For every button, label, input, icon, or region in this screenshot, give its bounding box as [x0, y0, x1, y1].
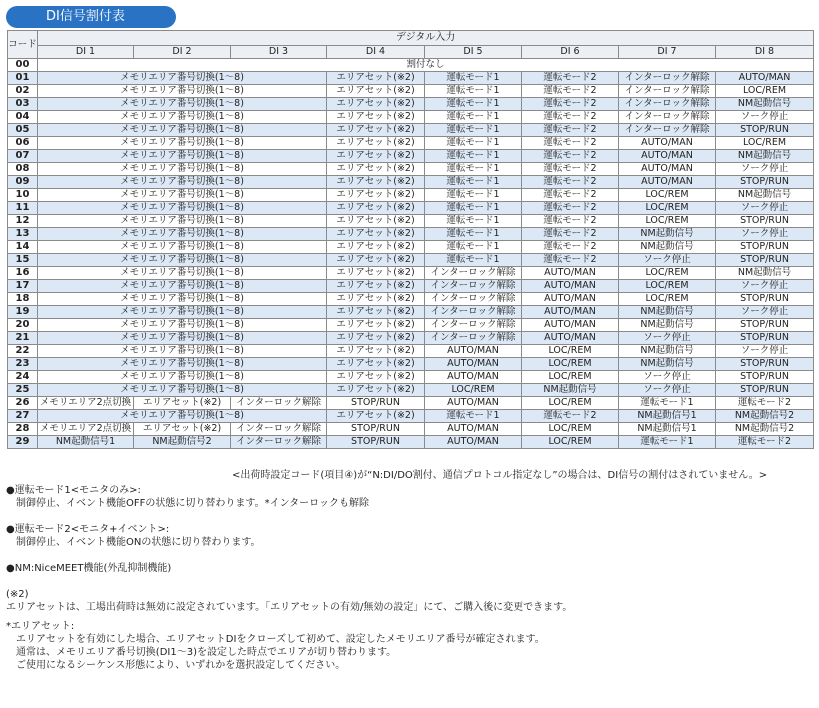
table-row [8, 163, 814, 176]
table-cell: 運転モード2 [522, 241, 619, 254]
table-cell: エリアセット(※2) [327, 72, 425, 85]
table-cell: AUTO/MAN [522, 319, 619, 332]
row-code: 03 [8, 98, 38, 111]
table-cell: インターロック解除 [231, 436, 327, 449]
table-cell: 運転モード1 [425, 241, 522, 254]
table-cell: インターロック解除 [425, 306, 522, 319]
table-cell: AUTO/MAN [522, 280, 619, 293]
table-cell: エリアセット(※2) [327, 111, 425, 124]
table-cell: メモリエリア番号切換(1〜8) [38, 319, 327, 332]
row-code: 28 [8, 423, 38, 436]
table-cell: 運転モード1 [425, 150, 522, 163]
table-cell: AUTO/MAN [522, 306, 619, 319]
table-cell: NM起動信号 [716, 267, 814, 280]
table-cell: メモリエリア番号切換(1〜8) [38, 98, 327, 111]
table-cell: エリアセット(※2) [327, 280, 425, 293]
table-cell: LOC/REM [619, 280, 716, 293]
table-cell: 運転モード1 [425, 215, 522, 228]
table-cell: AUTO/MAN [619, 137, 716, 150]
table-cell: LOC/REM [522, 436, 619, 449]
table-cell: STOP/RUN [716, 319, 814, 332]
table-cell: メモリエリア番号切換(1〜8) [38, 163, 327, 176]
table-cell: メモリエリア番号切換(1〜8) [38, 293, 327, 306]
table-cell: 運転モード2 [522, 202, 619, 215]
table-cell: メモリエリア2点切換 [38, 423, 134, 436]
table-cell: NM起動信号 [619, 358, 716, 371]
di-assignment-table [7, 30, 814, 449]
table-cell: 運転モード2 [522, 410, 619, 423]
table-cell: メモリエリア2点切換 [38, 397, 134, 410]
table-cell: 運転モード1 [425, 228, 522, 241]
table-cell: 運転モード2 [522, 98, 619, 111]
table-cell: LOC/REM [522, 358, 619, 371]
table-row [8, 423, 814, 436]
table-cell: 運転モード1 [425, 137, 522, 150]
table-cell: AUTO/MAN [425, 436, 522, 449]
table-row [8, 85, 814, 98]
mode1-text: 制御停止、イベント機能OFFの状態に切り替わります。*インターロックも解除 [16, 498, 369, 509]
note2-title: (※2) [6, 589, 29, 600]
row-code: 05 [8, 124, 38, 137]
row-code: 12 [8, 215, 38, 228]
table-cell: STOP/RUN [716, 293, 814, 306]
table-cell: インターロック解除 [425, 332, 522, 345]
table-cell: メモリエリア番号切換(1〜8) [38, 85, 327, 98]
table-cell: エリアセット(※2) [327, 98, 425, 111]
row-code: 27 [8, 410, 38, 423]
area-set-line-1: エリアセットを有効にした場合、エリアセットDIをクローズして初めて、設定したメモリエリア番号が確定されます。 [16, 634, 545, 645]
footnote: <出荷時設定コード(項目④)が“N:DI/DO割付、通信プロトコル指定なし”の場合は、DI信号の割付はされていません。> [232, 470, 768, 481]
table-cell: AUTO/MAN [619, 163, 716, 176]
table-cell: メモリエリア番号切換(1〜8) [38, 371, 327, 384]
table-cell: STOP/RUN [716, 215, 814, 228]
table-cell: エリアセット(※2) [327, 124, 425, 137]
di3-header: DI 3 [231, 46, 327, 59]
table-cell: LOC/REM [619, 189, 716, 202]
row-code: 29 [8, 436, 38, 449]
table-cell: 運転モード1 [619, 397, 716, 410]
table-cell: ソーク停止 [619, 384, 716, 397]
table-cell: 運転モード2 [522, 124, 619, 137]
table-cell: エリアセット(※2) [327, 293, 425, 306]
table-row [8, 267, 814, 280]
table-cell: インターロック解除 [619, 124, 716, 137]
table-cell: エリアセット(※2) [327, 228, 425, 241]
table-row [8, 176, 814, 189]
row-code: 14 [8, 241, 38, 254]
table-row [8, 215, 814, 228]
row-code: 18 [8, 293, 38, 306]
di1-header: DI 1 [38, 46, 134, 59]
table-cell: STOP/RUN [716, 332, 814, 345]
table-cell: 運転モード1 [425, 111, 522, 124]
table-cell: エリアセット(※2) [327, 189, 425, 202]
table-cell: メモリエリア番号切換(1〜8) [38, 345, 327, 358]
table-cell: STOP/RUN [716, 124, 814, 137]
table-cell: エリアセット(※2) [327, 176, 425, 189]
table-cell: LOC/REM [522, 397, 619, 410]
row-code: 07 [8, 150, 38, 163]
table-cell: 運転モード2 [522, 72, 619, 85]
table-cell: メモリエリア番号切換(1〜8) [38, 150, 327, 163]
table-cell: 運転モード2 [522, 228, 619, 241]
table-cell: 運転モード2 [522, 189, 619, 202]
table-row [8, 241, 814, 254]
table-cell: LOC/REM [716, 137, 814, 150]
table-cell: 運転モード1 [425, 163, 522, 176]
table-cell: メモリエリア番号切換(1〜8) [38, 176, 327, 189]
row-code: 15 [8, 254, 38, 267]
table-cell: エリアセット(※2) [327, 306, 425, 319]
di8-header: DI 8 [716, 46, 814, 59]
table-cell: メモリエリア番号切換(1〜8) [38, 189, 327, 202]
table-row [8, 319, 814, 332]
table-cell: 運転モード2 [716, 436, 814, 449]
table-cell: STOP/RUN [327, 397, 425, 410]
table-cell: NM起動信号 [619, 345, 716, 358]
table-cell: NM起動信号2 [716, 423, 814, 436]
mode2-text: 制御停止、イベント機能ONの状態に切り替わります。 [16, 537, 261, 548]
table-row [8, 124, 814, 137]
table-cell: 運転モード1 [619, 436, 716, 449]
table-cell: NM起動信号 [716, 189, 814, 202]
table-cell: STOP/RUN [716, 176, 814, 189]
row-code: 00 [8, 59, 38, 72]
table-cell: 運転モード2 [522, 85, 619, 98]
table-cell: ソーク停止 [619, 371, 716, 384]
table-cell: エリアセット(※2) [134, 397, 231, 410]
table-cell: エリアセット(※2) [327, 215, 425, 228]
table-cell: ソーク停止 [619, 254, 716, 267]
table-cell: 運転モード1 [425, 189, 522, 202]
di6-header: DI 6 [522, 46, 619, 59]
table-cell: インターロック解除 [619, 98, 716, 111]
table-cell: NM起動信号1 [619, 410, 716, 423]
row-code: 01 [8, 72, 38, 85]
table-cell: メモリエリア番号切換(1〜8) [38, 137, 327, 150]
table-cell: メモリエリア番号切換(1〜8) [38, 254, 327, 267]
table-cell: STOP/RUN [327, 423, 425, 436]
table-cell: エリアセット(※2) [327, 150, 425, 163]
table-row [8, 59, 814, 72]
table-cell: STOP/RUN [716, 358, 814, 371]
table-row [8, 280, 814, 293]
table-cell: AUTO/MAN [619, 150, 716, 163]
digital-input-header: デジタル入力 [38, 31, 814, 46]
table-cell: インターロック解除 [425, 267, 522, 280]
table-row [8, 332, 814, 345]
table-cell: メモリエリア番号切換(1〜8) [38, 410, 327, 423]
area-set-title: *エリアセット: [6, 621, 75, 632]
table-cell: ソーク停止 [716, 163, 814, 176]
table-cell: LOC/REM [619, 293, 716, 306]
table-cell: NM起動信号 [619, 306, 716, 319]
table-cell: NM起動信号 [619, 241, 716, 254]
row-code: 06 [8, 137, 38, 150]
table-cell: エリアセット(※2) [327, 163, 425, 176]
table-cell: ソーク停止 [716, 111, 814, 124]
table-cell: LOC/REM [619, 202, 716, 215]
table-cell: STOP/RUN [716, 254, 814, 267]
table-row [8, 254, 814, 267]
table-cell: NM起動信号 [619, 319, 716, 332]
table-cell: インターロック解除 [425, 293, 522, 306]
table-cell: LOC/REM [522, 345, 619, 358]
table-body [8, 59, 814, 449]
table-cell: NM起動信号1 [38, 436, 134, 449]
table-cell: エリアセット(※2) [327, 319, 425, 332]
table-cell: メモリエリア番号切換(1〜8) [38, 280, 327, 293]
table-cell: エリアセット(※2) [327, 410, 425, 423]
table-cell: メモリエリア番号切換(1〜8) [38, 267, 327, 280]
table-row [8, 397, 814, 410]
di2-header: DI 2 [134, 46, 231, 59]
table-cell: AUTO/MAN [522, 267, 619, 280]
row-code: 13 [8, 228, 38, 241]
table-cell: 運転モード1 [425, 176, 522, 189]
di4-header: DI 4 [327, 46, 425, 59]
table-cell: AUTO/MAN [425, 358, 522, 371]
row-code: 02 [8, 85, 38, 98]
table-cell: メモリエリア番号切換(1〜8) [38, 72, 327, 85]
table-row [8, 436, 814, 449]
table-cell: ソーク停止 [716, 228, 814, 241]
row-code: 09 [8, 176, 38, 189]
table-cell: エリアセット(※2) [327, 345, 425, 358]
table-row [8, 137, 814, 150]
table-cell: 割付なし [38, 59, 814, 72]
table-cell: 運転モード2 [522, 111, 619, 124]
table-cell: ソーク停止 [716, 306, 814, 319]
table-cell: エリアセット(※2) [327, 85, 425, 98]
row-code: 25 [8, 384, 38, 397]
table-cell: メモリエリア番号切換(1〜8) [38, 202, 327, 215]
table-cell: 運転モード2 [716, 397, 814, 410]
table-cell: メモリエリア番号切換(1〜8) [38, 124, 327, 137]
table-cell: インターロック解除 [425, 280, 522, 293]
table-cell: NM起動信号2 [134, 436, 231, 449]
table-cell: LOC/REM [425, 384, 522, 397]
table-row [8, 72, 814, 85]
notes-section [6, 484, 812, 672]
table-cell: AUTO/MAN [716, 72, 814, 85]
table-cell: メモリエリア番号切換(1〜8) [38, 111, 327, 124]
code-header: コード [8, 31, 38, 59]
table-cell: 運転モード2 [522, 176, 619, 189]
table-cell: 運転モード2 [522, 137, 619, 150]
table-row [8, 202, 814, 215]
nm-note: ●NM:NiceMEET機能(外乱抑制機能) [6, 563, 172, 574]
table-row [8, 358, 814, 371]
table-row [8, 189, 814, 202]
table-cell: STOP/RUN [327, 436, 425, 449]
row-code: 16 [8, 267, 38, 280]
table-cell: LOC/REM [522, 371, 619, 384]
table-cell: 運転モード1 [425, 254, 522, 267]
table-cell: AUTO/MAN [425, 423, 522, 436]
row-code: 11 [8, 202, 38, 215]
table-cell: LOC/REM [619, 215, 716, 228]
table-cell: STOP/RUN [716, 384, 814, 397]
table-cell: ソーク停止 [716, 345, 814, 358]
table-cell: メモリエリア番号切換(1〜8) [38, 332, 327, 345]
row-code: 19 [8, 306, 38, 319]
table-row [8, 384, 814, 397]
table-cell: メモリエリア番号切換(1〜8) [38, 306, 327, 319]
table-cell: ソーク停止 [716, 202, 814, 215]
area-set-line-2: 通常は、メモリエリア番号切換(DI1〜3)を設定した時点でエリアが切り替わります。 [16, 647, 397, 658]
table-title: DI信号割付表 [6, 6, 176, 28]
table-cell: 運転モード1 [425, 98, 522, 111]
table-cell: AUTO/MAN [619, 176, 716, 189]
table-cell: NM起動信号 [619, 228, 716, 241]
table-cell: 運転モード1 [425, 202, 522, 215]
table-cell: エリアセット(※2) [327, 358, 425, 371]
table-cell: インターロック解除 [619, 85, 716, 98]
mode2-title: ●運転モード2<モニタ+イベント>: [6, 524, 170, 535]
table-cell: 運転モード1 [425, 72, 522, 85]
table-cell: AUTO/MAN [425, 345, 522, 358]
table-cell: 運転モード2 [522, 150, 619, 163]
table-row [8, 150, 814, 163]
table-cell: NM起動信号2 [716, 410, 814, 423]
table-row [8, 371, 814, 384]
table-cell: AUTO/MAN [522, 293, 619, 306]
table-cell: エリアセット(※2) [327, 137, 425, 150]
note2-text: エリアセットは、工場出荷時は無効に設定されています。「エリアセットの有効/無効の設定」にて、ご購入後に変更できます。 [6, 602, 573, 613]
table-cell: エリアセット(※2) [327, 332, 425, 345]
table-cell: LOC/REM [716, 85, 814, 98]
table-cell: LOC/REM [619, 267, 716, 280]
table-cell: LOC/REM [522, 423, 619, 436]
table-cell: AUTO/MAN [425, 397, 522, 410]
table-cell: 運転モード1 [425, 124, 522, 137]
table-cell: メモリエリア番号切換(1〜8) [38, 384, 327, 397]
table-row [8, 345, 814, 358]
table-cell: エリアセット(※2) [327, 371, 425, 384]
row-code: 24 [8, 371, 38, 384]
table-row [8, 410, 814, 423]
table-cell: 運転モード1 [425, 410, 522, 423]
table-cell: AUTO/MAN [425, 371, 522, 384]
table-cell: インターロック解除 [425, 319, 522, 332]
table-cell: 運転モード2 [522, 215, 619, 228]
di7-header: DI 7 [619, 46, 716, 59]
row-code: 17 [8, 280, 38, 293]
table-cell: メモリエリア番号切換(1〜8) [38, 241, 327, 254]
table-cell: NM起動信号 [716, 98, 814, 111]
table-cell: STOP/RUN [716, 241, 814, 254]
table-cell: エリアセット(※2) [327, 202, 425, 215]
table-cell: インターロック解除 [619, 72, 716, 85]
row-code: 10 [8, 189, 38, 202]
row-code: 21 [8, 332, 38, 345]
table-cell: エリアセット(※2) [327, 267, 425, 280]
table-cell: メモリエリア番号切換(1〜8) [38, 358, 327, 371]
row-code: 26 [8, 397, 38, 410]
table-cell: メモリエリア番号切換(1〜8) [38, 228, 327, 241]
row-code: 04 [8, 111, 38, 124]
table-cell: 運転モード1 [425, 85, 522, 98]
table-row [8, 98, 814, 111]
row-code: 22 [8, 345, 38, 358]
table-cell: インターロック解除 [619, 111, 716, 124]
table-cell: AUTO/MAN [522, 332, 619, 345]
table-cell: エリアセット(※2) [327, 384, 425, 397]
table-cell: NM起動信号 [522, 384, 619, 397]
table-cell: NM起動信号 [716, 150, 814, 163]
table-cell: STOP/RUN [716, 371, 814, 384]
table-cell: 運転モード2 [522, 254, 619, 267]
row-code: 08 [8, 163, 38, 176]
table-cell: インターロック解除 [231, 397, 327, 410]
table-cell: インターロック解除 [231, 423, 327, 436]
di5-header: DI 5 [425, 46, 522, 59]
table-cell: NM起動信号1 [619, 423, 716, 436]
mode1-title: ●運転モード1<モニタのみ>: [6, 485, 141, 496]
area-set-line-3: ご使用になるシーケンス形態により、いずれかを選択設定してください。 [16, 660, 346, 671]
table-cell: ソーク停止 [619, 332, 716, 345]
table-cell: メモリエリア番号切換(1〜8) [38, 215, 327, 228]
table-row [8, 111, 814, 124]
table-cell: エリアセット(※2) [134, 423, 231, 436]
row-code: 23 [8, 358, 38, 371]
table-cell: ソーク停止 [716, 280, 814, 293]
table-cell: エリアセット(※2) [327, 241, 425, 254]
table-cell: 運転モード2 [522, 163, 619, 176]
table-row [8, 293, 814, 306]
table-row [8, 306, 814, 319]
table-row [8, 228, 814, 241]
row-code: 20 [8, 319, 38, 332]
table-cell: エリアセット(※2) [327, 254, 425, 267]
